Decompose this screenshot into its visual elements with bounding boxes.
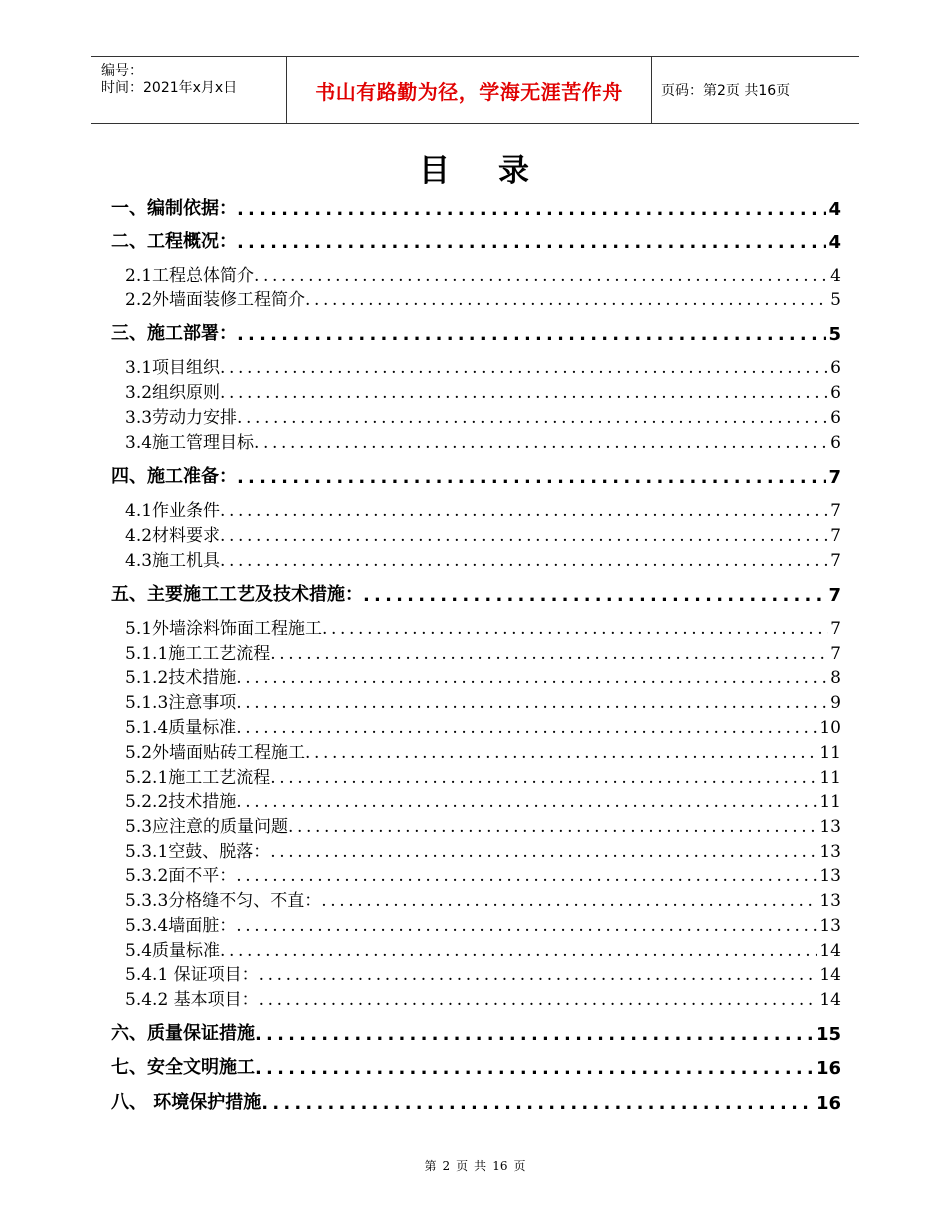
toc-entry-page-number: 16 [815, 1093, 841, 1114]
toc-entry-label: 5.2外墙面贴砖工程施工 [125, 743, 306, 763]
toc-entry-page-number: 7 [830, 526, 841, 546]
toc-entry[interactable] [125, 379, 841, 403]
document-number-label: 编号： [101, 63, 143, 79]
toc-entry-label: 3.2组织原则 [125, 383, 221, 403]
toc-entry[interactable] [125, 838, 841, 862]
toc-entry-page-number: 7 [830, 501, 841, 521]
document-time-label: 时间：2021年x月x日 [101, 80, 238, 96]
toc-entry-page-number: 4 [828, 232, 841, 253]
toc-entry-page-number: 14 [819, 941, 841, 961]
toc-leader-dots [363, 585, 826, 606]
toc-leader-dots [236, 866, 817, 886]
toc-entry[interactable] [125, 912, 841, 936]
toc-entry-page-number: 7 [828, 467, 841, 488]
toc-entry-page-number: 13 [819, 817, 841, 837]
toc-entry-page-number: 9 [830, 693, 841, 713]
toc-entry[interactable] [125, 961, 841, 985]
toc-leader-dots [220, 383, 828, 403]
toc-entry-page-number: 16 [815, 1058, 841, 1079]
toc-entry-label: 5.3.1空鼓、脱落： [125, 842, 271, 862]
toc-entry-page-number: 7 [830, 619, 841, 639]
toc-leader-dots [270, 842, 817, 862]
toc-leader-dots [237, 199, 826, 220]
footer-page-number: 2 [442, 1159, 451, 1173]
toc-entry[interactable] [125, 497, 841, 521]
toc-entry-label: 5.2.2技术措施 [125, 792, 237, 812]
toc-leader-dots [236, 792, 817, 812]
toc-entry[interactable] [111, 319, 841, 345]
toc-leader-dots [220, 551, 828, 571]
toc-entry-page-number: 7 [828, 585, 841, 606]
toc-entry-page-number: 11 [819, 792, 841, 812]
toc-leader-dots [270, 768, 817, 788]
toc-entry-label: 5.1.4质量标准 [125, 718, 237, 738]
toc-entry-page-number: 8 [830, 668, 841, 688]
toc-leader-dots [237, 467, 826, 488]
toc-entry-label: 3.1项目组织 [125, 358, 221, 378]
header-page-cell [651, 57, 859, 123]
toc-leader-dots [220, 526, 828, 546]
toc-entry-label: 2.2外墙面装修工程简介 [125, 290, 306, 310]
toc-entry-label: 5.1.2技术措施 [125, 668, 237, 688]
footer-word-2: 页 [456, 1159, 469, 1173]
header-meta-cell [91, 57, 286, 123]
toc-entry-label: 4.3施工机具 [125, 551, 221, 571]
toc-entry[interactable] [125, 522, 841, 546]
toc-leader-dots [305, 743, 817, 763]
toc-entry-page-number: 14 [819, 990, 841, 1010]
toc-entry[interactable] [125, 354, 841, 378]
toc-entry[interactable] [125, 788, 841, 812]
footer-word-1: 第 [424, 1159, 437, 1173]
toc-leader-dots [254, 266, 828, 286]
toc-entry-page-number: 15 [815, 1024, 841, 1045]
toc-entry-label: 四、施工准备： [111, 466, 237, 487]
toc-leader-dots [237, 232, 826, 253]
toc-entry[interactable] [125, 262, 841, 286]
toc-leader-dots [220, 941, 817, 961]
toc-entry-page-number: 11 [819, 743, 841, 763]
toc-entry-label: 二、工程概况： [111, 231, 237, 252]
toc-entry-label: 5.4.2 基本项目： [125, 990, 259, 1010]
toc-entry-label: 5.1.1施工工艺流程 [125, 644, 271, 664]
toc-entry-page-number: 13 [819, 866, 841, 886]
toc-entry-label: 一、编制依据： [111, 198, 237, 219]
toc-entry-page-number: 6 [830, 358, 841, 378]
footer-total-pages: 16 [492, 1159, 508, 1173]
toc-leader-dots [255, 1024, 814, 1045]
toc-entry-label: 5.1外墙涂料饰面工程施工 [125, 619, 323, 639]
toc-leader-dots [236, 718, 817, 738]
toc-leader-dots [259, 965, 818, 985]
toc-entry-page-number: 13 [819, 891, 841, 911]
header-motto-cell [286, 57, 652, 123]
toc-entry-label: 5.4质量标准 [125, 941, 221, 961]
toc-entry-page-number: 11 [819, 768, 841, 788]
toc-leader-dots [220, 358, 828, 378]
toc-leader-dots [259, 990, 818, 1010]
toc-leader-dots [220, 501, 828, 521]
toc-entry-label: 3.4施工管理目标 [125, 433, 255, 453]
toc-entry-label: 5.3.2面不平： [125, 866, 237, 886]
toc-entry-label: 2.1工程总体简介 [125, 266, 255, 286]
footer-word-3: 共 [474, 1159, 487, 1173]
toc-entry-label: 4.1作业条件 [125, 501, 221, 521]
toc-entry[interactable] [125, 640, 841, 664]
toc-leader-dots [322, 619, 828, 639]
toc-entry-label: 七、安全文明施工 [111, 1057, 255, 1078]
toc-entry-page-number: 4 [830, 266, 841, 286]
toc-entry[interactable] [125, 615, 841, 639]
toc-leader-dots [236, 668, 828, 688]
page-header [91, 56, 859, 124]
toc-entry[interactable] [125, 764, 841, 788]
toc-entry[interactable] [111, 580, 841, 606]
toc-entry-label: 5.4.1 保证项目： [125, 965, 259, 985]
toc-entry[interactable] [111, 1088, 841, 1114]
header-page-info: 页码：第2页 共16页 [661, 83, 791, 99]
toc-entry[interactable] [125, 937, 841, 961]
toc-entry-label: 5.3.3分格缝不匀、不直： [125, 891, 322, 911]
toc-entry-label: 3.3劳动力安排 [125, 408, 238, 428]
toc-entry[interactable] [125, 286, 841, 310]
page-title [0, 145, 950, 190]
toc-entry-page-number: 4 [828, 199, 841, 220]
toc-leader-dots [255, 1058, 814, 1079]
toc-leader-dots [236, 693, 828, 713]
toc-entry-page-number: 7 [830, 551, 841, 571]
toc-leader-dots [236, 916, 817, 936]
toc-entry-page-number: 7 [830, 644, 841, 664]
toc-entry-page-number: 6 [830, 433, 841, 453]
toc-entry-page-number: 13 [819, 916, 841, 936]
toc-entry-label: 4.2材料要求 [125, 526, 221, 546]
toc-entry-label: 5.2.1施工工艺流程 [125, 768, 271, 788]
toc-entry-label: 5.3.4墙面脏： [125, 916, 237, 936]
toc-leader-dots [261, 1093, 814, 1114]
header-motto: 书山有路勤为径，学海无涯苦作舟 [315, 79, 623, 104]
toc-leader-dots [254, 433, 828, 453]
toc-entry-page-number: 6 [830, 408, 841, 428]
page-footer [0, 1157, 950, 1174]
toc-entry[interactable] [125, 689, 841, 713]
toc-entry[interactable] [125, 547, 841, 571]
toc-entry-page-number: 13 [819, 842, 841, 862]
toc-entry-page-number: 10 [819, 718, 841, 738]
footer-word-4: 页 [513, 1159, 526, 1173]
toc-entry[interactable] [111, 227, 841, 253]
toc-entry[interactable] [125, 404, 841, 428]
toc-entry[interactable] [111, 194, 841, 220]
toc-leader-dots [270, 644, 828, 664]
toc-entry-label: 六、质量保证措施 [111, 1023, 255, 1044]
toc-entry-page-number: 5 [830, 290, 841, 310]
toc-leader-dots [237, 324, 826, 345]
toc-entry[interactable] [125, 429, 841, 453]
toc-entry[interactable] [125, 739, 841, 763]
toc-entry-label: 5.3应注意的质量问题 [125, 817, 289, 837]
toc-entry[interactable] [125, 813, 841, 837]
toc-entry-page-number: 6 [830, 383, 841, 403]
toc-entry-label: 三、施工部署： [111, 323, 237, 344]
toc-entry[interactable] [111, 1019, 841, 1045]
toc-leader-dots [237, 408, 828, 428]
toc-entry[interactable] [125, 862, 841, 886]
toc-entry-page-number: 14 [819, 965, 841, 985]
toc-entry[interactable] [125, 887, 841, 911]
toc-leader-dots [321, 891, 817, 911]
toc-entry[interactable] [111, 462, 841, 488]
title-char-1: 目 [419, 153, 452, 189]
toc-entry[interactable] [125, 714, 841, 738]
toc-entry[interactable] [111, 1053, 841, 1079]
title-char-2: 录 [498, 153, 531, 189]
toc-leader-dots [288, 817, 817, 837]
toc-entry-label: 5.1.3注意事项 [125, 693, 237, 713]
toc-entry-label: 八、 环境保护措施 [111, 1092, 262, 1113]
toc-entry-page-number: 5 [828, 324, 841, 345]
toc-entry[interactable] [125, 664, 841, 688]
toc-entry-label: 五、主要施工工艺及技术措施： [111, 584, 363, 605]
toc-leader-dots [305, 290, 828, 310]
toc-entry[interactable] [125, 986, 841, 1010]
